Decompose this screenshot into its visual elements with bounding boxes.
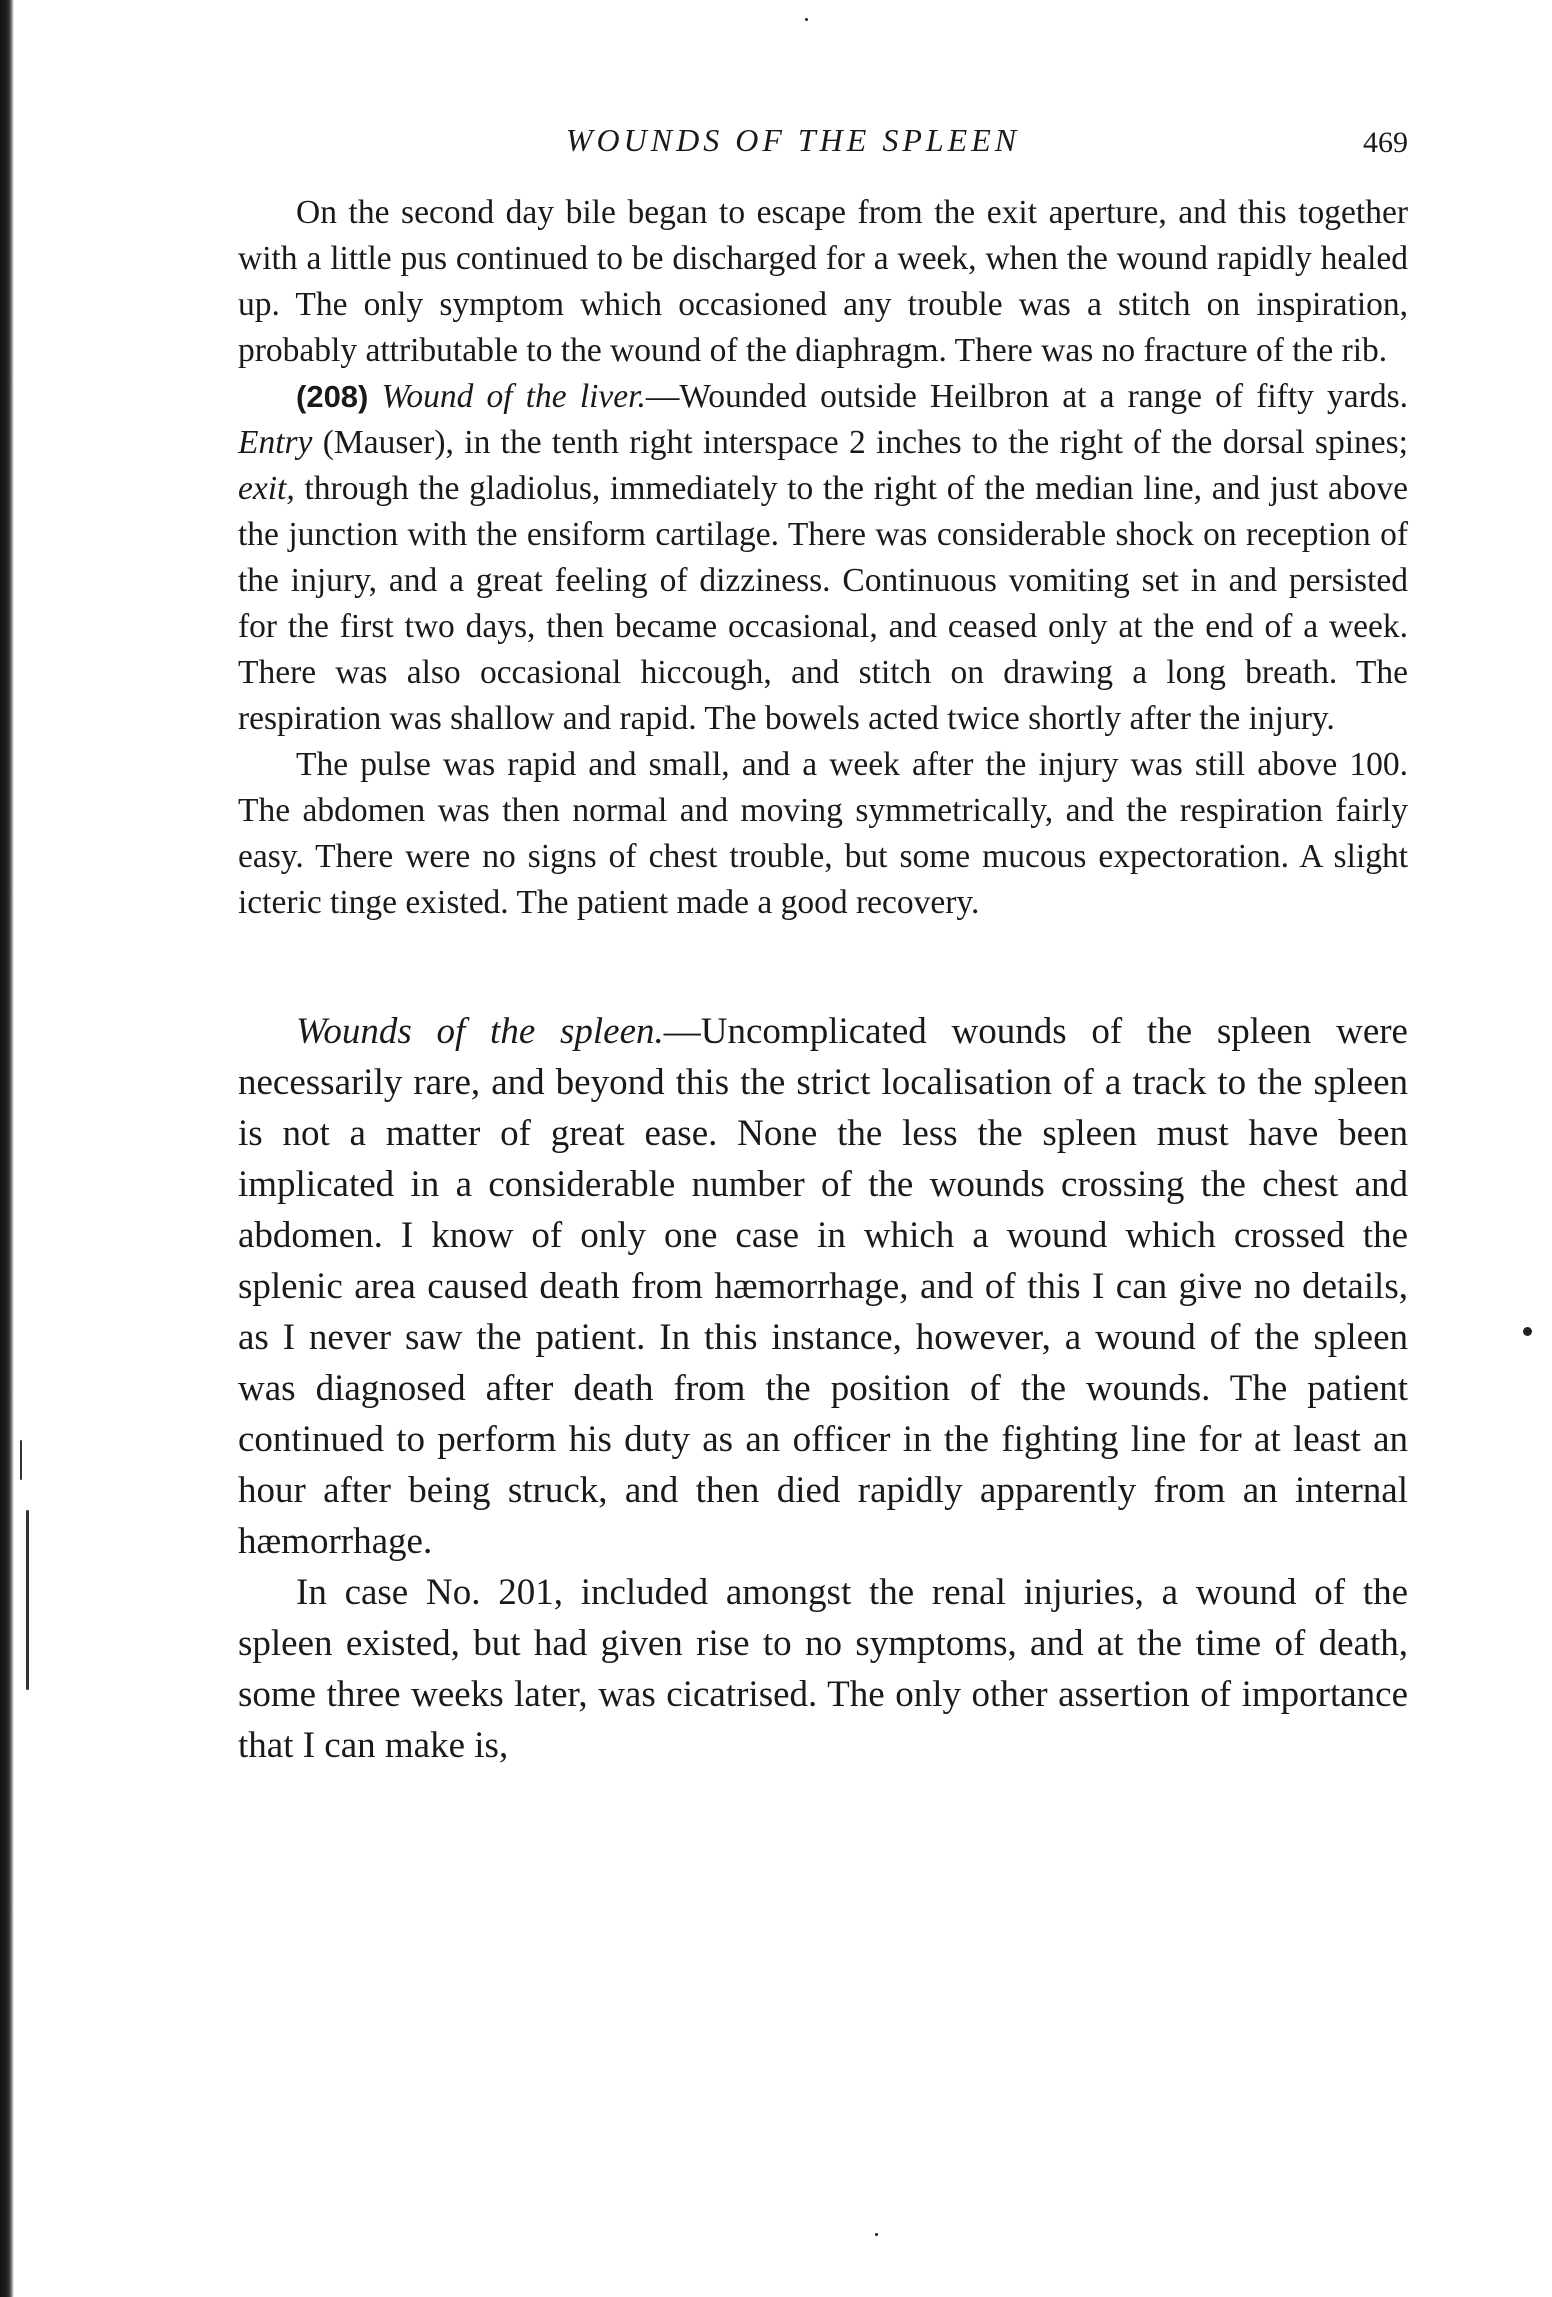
scan-speck [805, 18, 808, 21]
exit-label: exit, [238, 470, 295, 507]
section-heading: Wounds of the spleen. [296, 1011, 664, 1052]
case-title-dash: — [645, 378, 680, 415]
scan-binding-edge [0, 0, 14, 2297]
entry-text: (Mauser), in the tenth right interspace 2 inches to the right of the dorsal spines; [312, 424, 1408, 461]
spleen-intro-text: Uncomplicated wounds of the spleen were necessarily rare, and beyond this the strict localisation of a track to the spleen is not a matter of great ease. None the less the spleen must have been implicated in a considerable number of the wounds crossing the chest and abdomen. I know of only one case in which a wound which crossed the splenic area caused death from hæmorrhage, and of this I can give no details, as I never saw the patient. In this instance, however, a wound of the spleen was diagnosed after death from the position of the wounds. The patient continued to perform his duty as an officer in the fighting line for at least an hour after being struck, and then died rapidly apparently from an internal hæmorrhage. [238, 1011, 1408, 1562]
case-208-followup-text: The pulse was rapid and small, and a week after the injury was still above 100. The abdomen was then normal and moving symmetrically, and the respiration fairly easy. There were no signs of chest trouble, but some mucous expectoration. A slight icteric tinge existed. The patient made a good recovery. [238, 746, 1408, 921]
case-title: Wound of the liver. [381, 378, 646, 415]
scan-edge-mark [20, 1440, 22, 1480]
exit-text: through the gladiolus, immediately to the right of the median line, and just above the junction with the ensiform cartilage. There was considerable shock on reception of the injury, and a great feeling of dizziness. Continuous vomiting set in and persisted for the first two days, then became occasional, and ceased only at the end of a week. There was also occasional hiccough, and stitch on drawing a long breath. The respiration was shallow and rapid. The bowels acted twice shortly after the injury. [238, 470, 1408, 737]
scan-speck [875, 2233, 878, 2236]
case-208-paragraph [238, 374, 1408, 742]
spleen-intro-paragraph [238, 1006, 1408, 1567]
case-207-conclusion-paragraph [238, 190, 1408, 374]
scan-speck [1523, 1327, 1532, 1336]
case-number: (208) [296, 379, 369, 414]
spleen-case-paragraph [238, 1567, 1408, 1771]
scan-edge-mark [26, 1510, 29, 1690]
section-heading-dash: — [663, 1011, 701, 1052]
case-207-text: On the second day bile began to escape from the exit aperture, and this together with a little pus continued to be discharged for a week, when the wound rapidly healed up. The only symptom which occasioned any trouble was a stitch on inspiration, probably attributable to the wound of the diaphragm. There was no fracture of the rib. [238, 194, 1408, 369]
book-page [238, 122, 1408, 1771]
spleen-case-text: In case No. 201, included amongst the renal injuries, a wound of the spleen existed, but had given rise to no symptoms, and at the time of death, some three weeks later, was cicatrised. The only other assertion of importance that I can make is, [238, 1572, 1408, 1766]
page-number: 469 [1363, 126, 1408, 159]
case-report-section [238, 190, 1408, 926]
entry-label: Entry [238, 424, 313, 461]
running-head [238, 122, 1408, 174]
case-intro-text: Wounded outside Heilbron at a range of fifty yards. [679, 378, 1408, 415]
case-208-followup-paragraph [238, 742, 1408, 926]
running-title: WOUNDS OF THE SPLEEN [565, 122, 1021, 158]
spleen-section [238, 1006, 1408, 1771]
